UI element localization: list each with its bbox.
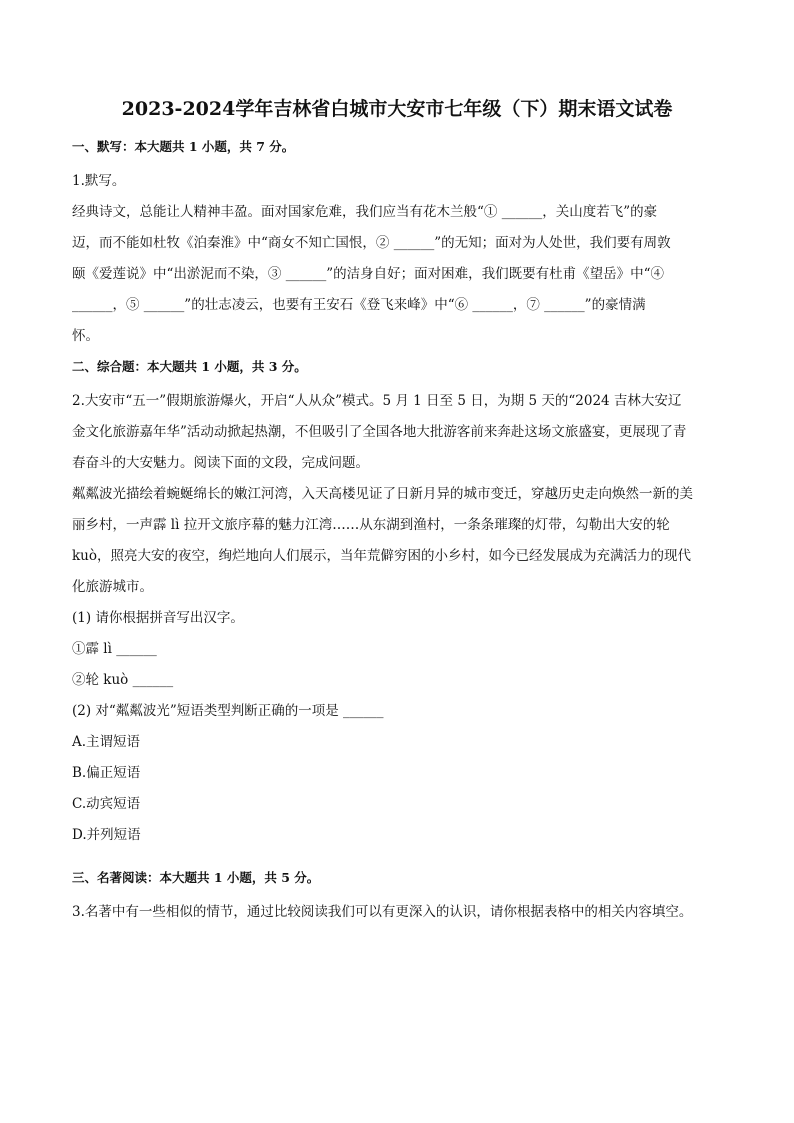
question-1-line: 迈，而不能如杜牧《泊秦淮》中“商女不知亡国恨，② ______”的无知；面对为人处世，我们要有周敦 bbox=[72, 235, 671, 251]
option-b: B.偏正短语 bbox=[72, 765, 141, 781]
pinyin-item: ②轮 kuò ______ bbox=[72, 672, 174, 688]
question-2-intro-line: 春奋斗的大安魅力。阅读下面的文段，完成问题。 bbox=[72, 455, 369, 471]
question-2-intro-line: 2.大安市“五一”假期旅游爆火，开启“人从众”模式。5 月 1 日至 5 日，为期 5 天的“2024 吉林大安辽 bbox=[72, 393, 682, 409]
question-1-line: 经典诗文，总能让人精神丰盈。面对国家危难，我们应当有花木兰般“① ______，关山度若飞”的豪 bbox=[72, 204, 658, 220]
passage-line: 粼粼波光描绘着蜿蜒绵长的嫩江河湾，入天高楼见证了日新月异的城市变迁，穿越历史走向焕然一新的美 bbox=[72, 486, 693, 502]
exam-page bbox=[72, 96, 722, 928]
section-1-header: 一、默写：本大题共 1 小题，共 7 分。 bbox=[72, 139, 295, 154]
question-1-line: ______，⑤ ______”的壮志凌云，也要有王安石《登飞来峰》中“⑥ ______，⑦ ______”的豪情满 bbox=[72, 297, 646, 313]
sub-question-1: (1) 请你根据拼音写出汉字。 bbox=[72, 610, 244, 626]
option-a: A.主谓短语 bbox=[72, 734, 141, 750]
page-title: 2023-2024学年吉林省白城市大安市七年级（下）期末语文试卷 bbox=[121, 98, 673, 120]
section-2-header: 二、综合题：本大题共 1 小题，共 3 分。 bbox=[72, 359, 307, 374]
question-2-intro-line: 金文化旅游嘉年华”活动动掀起热潮，不但吸引了全国各地大批游客前来奔赴这场文旅盛宴，更展现了青 bbox=[72, 424, 687, 440]
option-d: D.并列短语 bbox=[72, 827, 141, 843]
question-3-text: 3.名著中有一些相似的情节，通过比较阅读我们可以有更深入的认识，请你根据表格中的相关内容填空。 bbox=[72, 904, 693, 920]
sub-question-2: (2) 对“粼粼波光”短语类型判断正确的一项是 ______ bbox=[72, 703, 384, 719]
passage-line: kuò，照亮大安的夜空，绚烂地向人们展示，当年荒僻穷困的小乡村，如今已经发展成为充满活力的现代 bbox=[72, 548, 692, 564]
passage-line: 化旅游城市。 bbox=[72, 579, 153, 595]
option-c: C.动宾短语 bbox=[72, 796, 141, 812]
question-1-line: 颐《爱莲说》中“出淤泥而不染，③ ______”的洁身自好；面对困难，我们既要有杜甫《望岳》中“④ bbox=[72, 266, 664, 282]
question-1-label: 1.默写。 bbox=[72, 173, 126, 189]
question-1-line: 怀。 bbox=[72, 328, 99, 344]
passage-line: 丽乡村，一声霹 lì 拉开文旅序幕的魅力江湾……从东湖到渔村，一条条璀璨的灯带，勾勒出大安的轮 bbox=[72, 517, 670, 533]
section-3-header: 三、名著阅读：本大题共 1 小题，共 5 分。 bbox=[72, 870, 320, 885]
pinyin-item: ①霹 lì ______ bbox=[72, 641, 157, 657]
